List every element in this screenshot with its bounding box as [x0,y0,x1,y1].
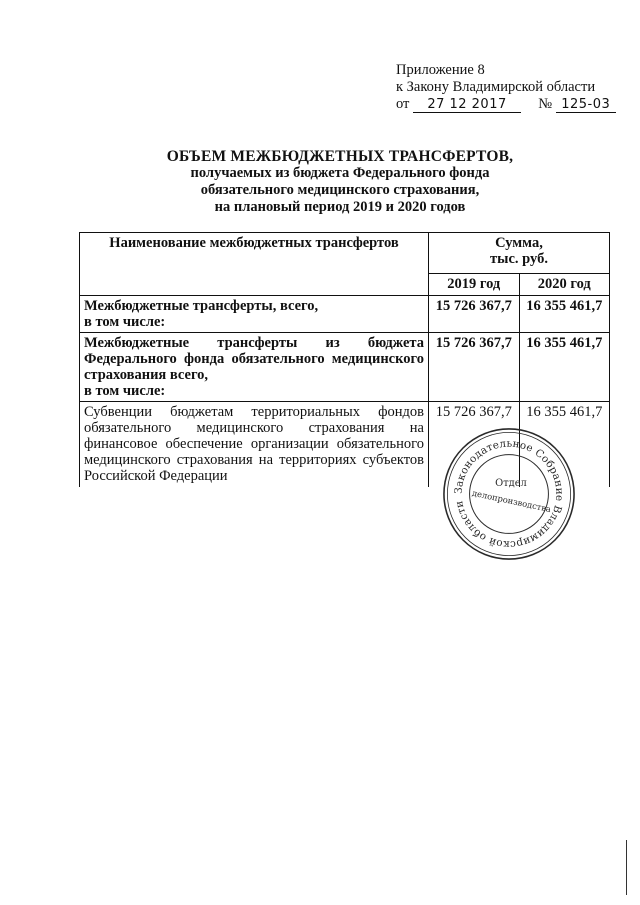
row-value-2019: 15 726 367,7 [429,402,520,488]
annex-title: Приложение 8 [396,62,485,78]
column-header-sum [429,233,610,274]
stamp-inner-line-2: делопроизводства [471,487,552,515]
row-name: Субвенции бюджетам территориальных фондов обязательного медицинского страхования на финансовое обеспечение организации обязательного медицинского страхования на территориях субъектов Российской Федерации [80,402,429,488]
row-name-line-2: в том числе: [84,383,166,399]
annex-date-number-line [396,96,616,113]
table-row [80,296,610,333]
sum-header-line-1: Сумма, [495,235,543,251]
row-name [80,296,429,333]
title-line-3: обязательного медицинского страхования, [200,182,480,198]
margin-line [626,840,627,895]
table-header-row [80,233,610,274]
sum-header-line-2: тыс. руб. [490,251,548,267]
annex-number: 125-03 [556,97,616,113]
table-row [80,333,610,402]
column-header-2020: 2020 год [519,274,610,296]
annex-block [396,62,616,113]
annex-law-reference: к Закону Владимирской области [396,79,596,95]
official-stamp [440,425,578,563]
row-name-line-2: в том числе: [84,314,166,330]
stamp-outer-text: Законодательное Собрание Владимирской области [452,437,566,551]
row-name-line-1: Межбюджетные трансферты, всего, [84,298,319,314]
document-title [40,148,640,216]
title-line-2: получаемых из бюджета Федерального фонда [190,165,490,181]
stamp-inner-line-1: Отдел [495,478,527,490]
row-value-2019: 15 726 367,7 [429,296,520,333]
title-line-4: на плановый период 2019 и 2020 годов [214,199,466,215]
stamp-seal-icon [440,425,578,563]
column-header-name: Наименование межбюджетных трансфертов [80,233,429,296]
title-line-1: ОБЪЕМ МЕЖБЮДЖЕТНЫХ ТРАНСФЕРТОВ, [166,148,514,165]
row-value-2020: 16 355 461,7 [519,296,610,333]
row-name [80,333,429,402]
annex-number-label: № [538,96,553,112]
row-value-2020: 16 355 461,7 [519,402,610,488]
row-value-2019: 15 726 367,7 [429,333,520,402]
row-name-text: Межбюджетные трансферты из бюджета Федерального фонда обязательного медицинского страхования всего, [84,335,424,383]
annex-date: 27 12 2017 [413,97,521,113]
row-value-2020: 16 355 461,7 [519,333,610,402]
annex-from-label: от [396,96,410,112]
column-header-2019: 2019 год [429,274,520,296]
